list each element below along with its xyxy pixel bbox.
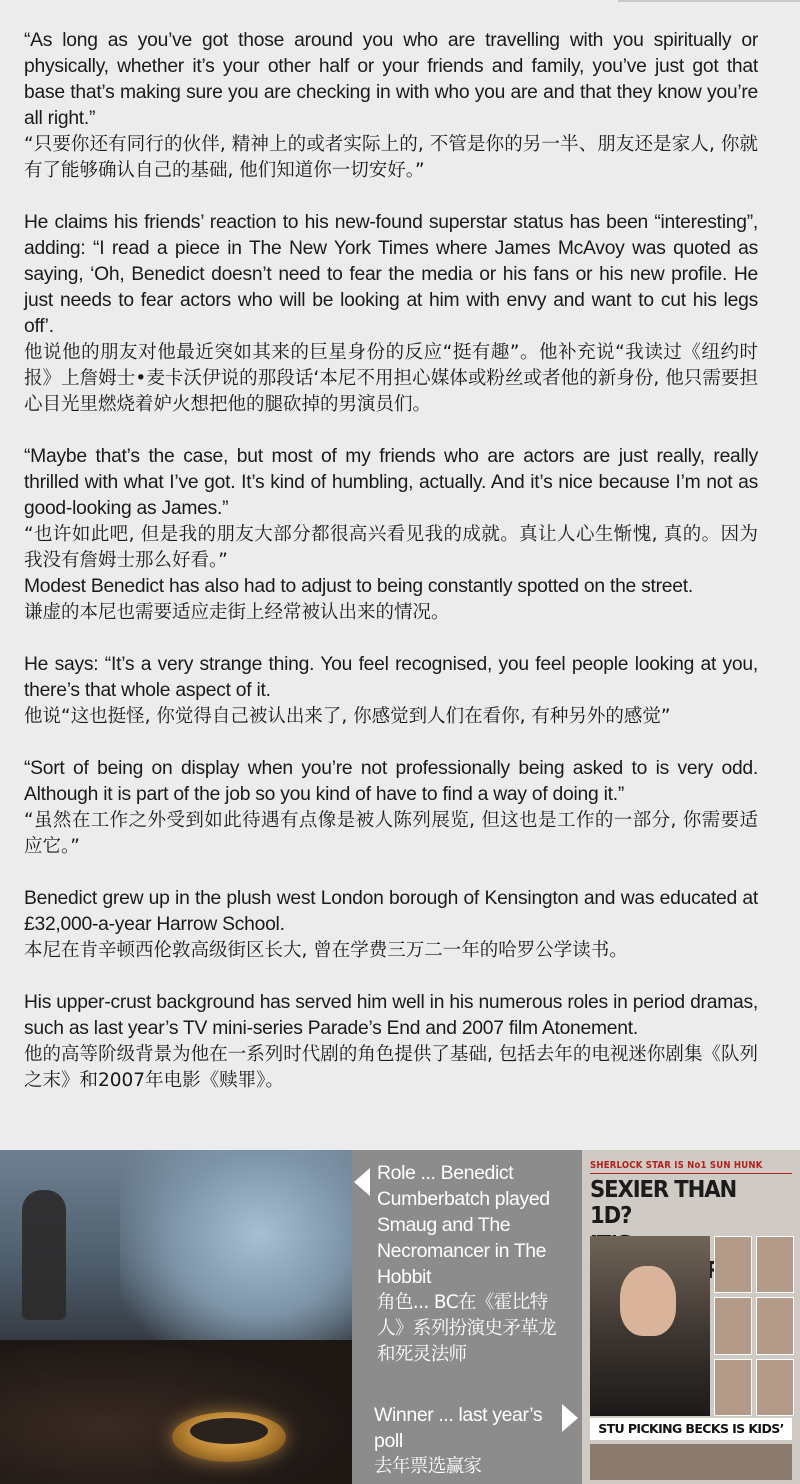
paragraph-7-chinese: 他的高等阶级背景为他在一系列时代剧的角色提供了基础, 包括去年的电视迷你剧集《队列之末》和2007年电影《赎罪》。 <box>24 1044 758 1091</box>
paragraph-3b-chinese: 谦虚的本尼也需要适应走街上经常被认出来的情况。 <box>24 602 450 623</box>
top-divider <box>618 0 800 2</box>
thumbnail <box>756 1297 794 1354</box>
thumbnail-grid <box>714 1236 794 1416</box>
paragraph-4 <box>24 652 758 730</box>
paragraph-3 <box>24 444 758 626</box>
caption-panel <box>352 1150 582 1484</box>
paragraph-2-english: He claims his friends’ reaction to his new-found superstar status has been “interesting”, adding: “I read a piece in The New York Times where James McAvoy was quoted as saying, ‘Oh, Benedict doesn’t need to fear the media or his fans or his new profile. He just needs to fear actors who will be looking at him with envy and want to cut his legs off’. <box>24 212 758 337</box>
arrow-right-icon <box>562 1404 578 1432</box>
role-caption <box>377 1160 567 1368</box>
role-caption-chinese: 角色... BC在《霍比特人》系列扮演史矛革龙和死灵法师 <box>377 1292 557 1365</box>
winner-caption-chinese: 去年票选赢家 <box>374 1456 482 1477</box>
paragraph-5 <box>24 756 758 860</box>
paragraph-6 <box>24 886 758 964</box>
paragraph-2 <box>24 210 758 418</box>
image-strip <box>0 1150 800 1484</box>
winner-caption <box>374 1402 564 1480</box>
paragraph-1-chinese: “只要你还有同行的伙伴, 精神上的或者实际上的, 不管是你的另一半、朋友还是家人, 你就有了能够确认自己的基础, 他们知道你一切安好。” <box>24 134 758 181</box>
paragraph-7-english: His upper-crust background has served him well in his numerous roles in period dramas, such as last year’s TV mini-series Parade’s End and 2007 film Atonement. <box>24 992 758 1039</box>
newspaper-kicker: SHERLOCK STAR IS No1 SUN HUNK <box>590 1160 792 1174</box>
newspaper-bottom-photos <box>590 1444 792 1480</box>
paragraph-5-english: “Sort of being on display when you’re not professionally being asked to is very odd. Although it is part of the job so you kind of have to find a way of doing it.” <box>24 758 758 805</box>
paragraph-4-chinese: 他说“这也挺怪, 你觉得自己被认出来了, 你感觉到人们在看你, 有种另外的感觉” <box>24 706 671 727</box>
paragraph-1 <box>24 28 758 184</box>
paragraph-6-english: Benedict grew up in the plush west London borough of Kensington and was educated at £32,000-a-year Harrow School. <box>24 888 758 935</box>
paragraph-3-chinese: “也许如此吧, 但是我的朋友大部分都很高兴看见我的成就。真让人心生惭愧, 真的。因为我没有詹姆士那么好看。” <box>24 524 758 571</box>
newspaper-clipping-image <box>582 1150 800 1484</box>
paragraph-2-chinese: 他说他的朋友对他最近突如其来的巨星身份的反应“挺有趣”。他补充说“我读过《纽约时报》上詹姆士•麦卡沃伊说的那段话‘本尼不用担心媒体或粉丝或者他的新身份, 他只需要担心目光里燃烧着妒火想把他的腿砍掉的男演员们。 <box>24 342 758 415</box>
newspaper-subheadline: STU PICKING BECKS IS KIDS’ <box>590 1418 792 1440</box>
ring-center-shape <box>190 1418 268 1444</box>
paragraph-4-english: He says: “It’s a very strange thing. You feel recognised, you feel people looking at you, there’s that whole aspect of it. <box>24 654 758 701</box>
thumbnail <box>756 1359 794 1416</box>
thumbnail <box>714 1359 752 1416</box>
thumbnail <box>714 1236 752 1293</box>
paragraph-3b-english: Modest Benedict has also had to adjust to being constantly spotted on the street. <box>24 576 693 597</box>
newspaper-headline-1: SEXIER THAN 1D? <box>590 1177 737 1229</box>
paragraph-6-chinese: 本尼在肯辛顿西伦敦高级街区长大, 曾在学费三万二一年的哈罗公学读书。 <box>24 940 628 961</box>
dragon-smoke-shape <box>120 1150 352 1360</box>
portrait-photo <box>590 1236 710 1416</box>
paragraph-7 <box>24 990 758 1094</box>
hobbit-still-image <box>0 1150 352 1484</box>
winner-caption-english: Winner ... last year’s poll <box>374 1404 543 1452</box>
paragraph-1-english: “As long as you’ve got those around you who are travelling with you spiritually or physically, whether it’s your other half or your friends and family, you’ve just got that base that’s making sure you are checking in with who you are and that they know you’re all right.” <box>24 30 758 129</box>
article-body <box>24 28 758 1120</box>
thumbnail <box>756 1236 794 1293</box>
paragraph-3-english: “Maybe that’s the case, but most of my friends who are actors are just really, really thrilled with what I’ve got. It’s kind of humbling, actually. And it’s nice because I’m not as good-looking as James.” <box>24 446 758 519</box>
figure-silhouette <box>22 1190 66 1320</box>
arrow-left-icon <box>354 1168 370 1196</box>
ground-shape <box>0 1340 352 1484</box>
face-shape <box>620 1266 676 1336</box>
paragraph-5-chinese: “虽然在工作之外受到如此待遇有点像是被人陈列展览, 但这也是工作的一部分, 你需要适应它。” <box>24 810 758 857</box>
thumbnail <box>714 1297 752 1354</box>
role-caption-english: Role ... Benedict Cumberbatch played Smaug and The Necromancer in The Hobbit <box>377 1162 550 1288</box>
